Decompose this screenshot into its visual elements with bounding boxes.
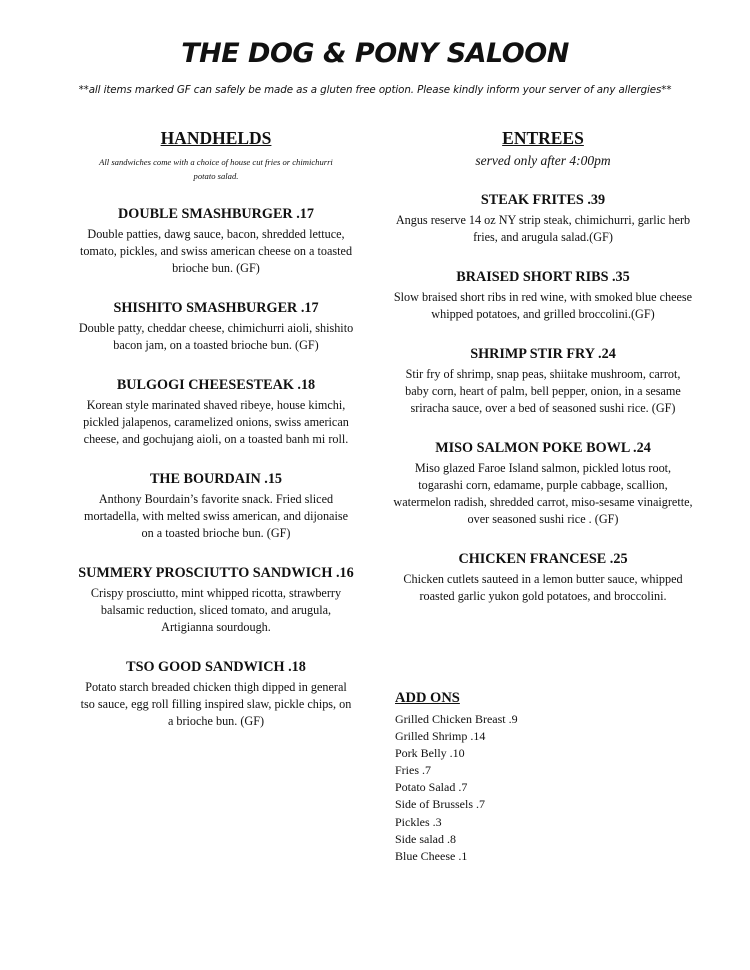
item-name: TSO GOOD SANDWICH .18 xyxy=(126,659,306,675)
item-name: DOUBLE SMASHBURGER .17 xyxy=(118,206,314,222)
item-name: SHRIMP STIR FRY .24 xyxy=(470,346,616,362)
item-name: BRAISED SHORT RIBS .35 xyxy=(456,269,630,285)
item-name: STEAK FRITES .39 xyxy=(480,192,606,208)
addon-item: Grilled Shrimp .14 xyxy=(395,729,486,744)
item-description: Slow braised short ribs in red wine, with smoked blue cheese whipped potatoes, and grilled broccolini.(GF) xyxy=(393,290,693,321)
section-title-addons: ADD ONS xyxy=(395,690,460,706)
menu-item xyxy=(78,658,354,730)
menu-item xyxy=(393,550,693,605)
addon-item: Side salad .8 xyxy=(395,831,456,846)
menu-item xyxy=(78,299,354,354)
addon-item: Side of Brussels .7 xyxy=(395,797,485,812)
addons-section xyxy=(395,690,645,865)
item-name: MISO SALMON POKE BOWL .24 xyxy=(435,440,651,456)
entrees-section xyxy=(393,128,693,605)
item-description: Korean style marinated shaved ribeye, house kimchi, pickled jalapenos, caramelized onions, swiss american cheese, and gochujang aioli, on a toasted banh mi roll. xyxy=(83,398,349,446)
section-title-entrees: ENTREES xyxy=(502,128,584,148)
menu-item xyxy=(393,345,693,417)
addon-item: Pickles .3 xyxy=(395,814,442,829)
item-name: THE BOURDAIN .15 xyxy=(149,471,283,487)
item-description: Angus reserve 14 oz NY strip steak, chimichurri, garlic herb fries, and arugula salad.(GF) xyxy=(395,213,691,244)
addon-item: Fries .7 xyxy=(395,763,431,778)
menu-item xyxy=(393,191,693,246)
addon-item: Pork Belly .10 xyxy=(395,746,465,761)
item-name: BULGOGI CHEESESTEAK .18 xyxy=(116,377,316,393)
item-name: SHISHITO SMASHBURGER .17 xyxy=(113,300,319,316)
item-description: Potato starch breaded chicken thigh dipped in general tso sauce, egg roll filling inspired slaw, pickle chips, on a brioche bun. (GF) xyxy=(80,680,352,728)
item-description: Miso glazed Faroe Island salmon, pickled lotus root, togarashi corn, edamame, purple cabbage, scallion, watermelon radish, shredded carrot, miso-sesame vinaigrette, over seasoned sushi rice . (GF) xyxy=(393,461,693,526)
entrees-note: served only after 4:00pm xyxy=(475,153,611,168)
item-description: Stir fry of shrimp, snap peas, shiitake mushroom, carrot, baby corn, heart of palm, bell pepper, onion, in a sesame sriracha sauce, over a bed of seasoned sushi rice. (GF) xyxy=(405,367,681,415)
menu-item xyxy=(78,564,354,636)
item-description: Chicken cutlets sauteed in a lemon butter sauce, whipped roasted garlic yukon gold potatoes, and broccolini. xyxy=(403,572,683,603)
item-description: Double patties, dawg sauce, bacon, shredded lettuce, tomato, pickles, and swiss american cheese on a toasted brioche bun. (GF) xyxy=(79,227,353,275)
item-name: SUMMERY PROSCIUTTO SANDWICH .16 xyxy=(78,565,354,581)
menu-item xyxy=(78,470,354,542)
section-title-handhelds: HANDHELDS xyxy=(160,128,272,148)
addon-item: Blue Cheese .1 xyxy=(395,848,468,863)
item-description: Double patty, cheddar cheese, chimichurri aioli, shishito bacon jam, on a toasted brioche bun. (GF) xyxy=(78,321,354,352)
addon-item: Grilled Chicken Breast .9 xyxy=(395,712,518,726)
item-name: CHICKEN FRANCESE .25 xyxy=(458,551,628,567)
handhelds-section xyxy=(78,128,354,730)
menu-item xyxy=(393,268,693,323)
menu-item xyxy=(78,376,354,448)
menu-title: THE DOG & PONY SALOON xyxy=(181,38,569,69)
gluten-free-disclaimer: **all items marked GF can safely be made as a gluten free option. Please kindly inform your server of any allergies** xyxy=(78,84,672,96)
addon-item: Potato Salad .7 xyxy=(395,780,468,795)
handhelds-note: All sandwiches come with a choice of house cut fries or chimichurri potato salad. xyxy=(99,157,333,181)
menu-item xyxy=(78,205,354,277)
menu-item xyxy=(393,439,693,528)
item-description: Anthony Bourdain’s favorite snack. Fried sliced mortadella, with melted swiss american, and dijonaise on a toasted brioche bun. (GF) xyxy=(84,492,348,540)
item-description: Crispy prosciutto, mint whipped ricotta, strawberry balsamic reduction, sliced tomato, and arugula, Artigianna sourdough. xyxy=(90,586,342,634)
